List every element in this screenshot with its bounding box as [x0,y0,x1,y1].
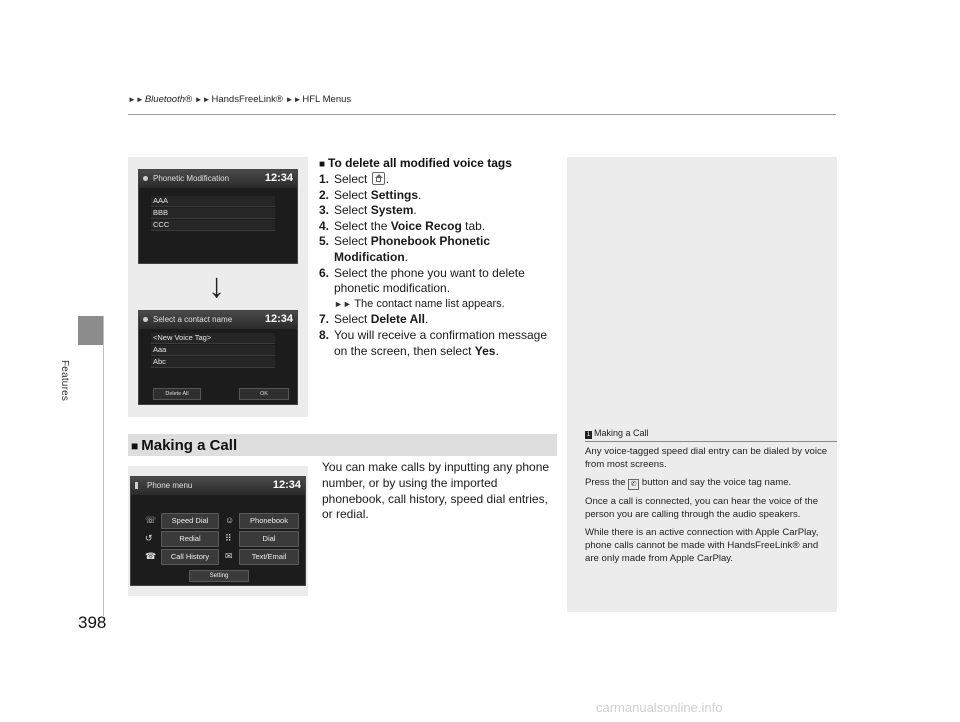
home-icon [372,172,385,185]
breadcrumb-part-2[interactable]: HandsFreeLink® [211,94,283,105]
note-paragraph: Once a call is connected, you can hear the voice of the person you are calling through the audio speakers. [585,496,819,520]
screen-clock: 12:34 [264,313,293,325]
status-dot-icon [143,176,148,181]
note-paragraph: Any voice-tagged speed dial entry can be dialed by voice from most screens. [585,446,828,470]
chapter-tab-marker [78,316,104,345]
making-call-text: You can make calls by inputting any phone number, or by using the imported phonebook, call history, speed dial entries, or redial. [322,460,550,522]
step-item: 4. Select the Voice Recog tab. [319,218,486,233]
screen-title: Phone menu [147,481,193,490]
chapter-tab-strip [103,316,104,616]
call-history-button[interactable]: Call History [161,549,219,565]
list-item[interactable]: Aaa [151,345,275,356]
arrow-down-icon: ↓ [208,267,225,305]
step-sub-note: ►► The contact name list appears. [334,297,505,310]
chapter-label: Features [59,360,70,402]
note-paragraph: Press the ✆ button and say the voice tag name. [585,477,792,489]
note-icon: 1 [586,432,591,438]
breadcrumb-arrow-icon: ►► [285,95,302,104]
breadcrumb-part-3[interactable]: HFL Menus [302,94,352,105]
note-body [585,446,830,571]
screen-clock: 12:34 [264,172,293,184]
screen-title: Select a contact name [153,315,233,324]
screen-select-contact [138,310,298,405]
list-item[interactable]: AAA [151,196,275,207]
step-item: 5. Select Phonebook Phonetic Modification. [319,234,491,264]
step-item: 7. Select Delete All. [319,312,429,327]
screen-title: Phonetic Modification [153,174,230,183]
redial-button[interactable]: Redial [161,531,219,547]
breadcrumb-part-1[interactable]: Bluetooth® [144,94,192,105]
section-title: ■ To delete all modified voice tags [319,156,512,170]
screen-phone-menu [130,476,306,586]
speed-dial-icon: ☏ [145,515,157,525]
note-divider [585,441,837,442]
steps-list [319,172,559,359]
speed-dial-button[interactable]: Speed Dial [161,513,219,529]
step-item: 8. You will receive a confirmation message on the screen, then select Yes. [319,327,547,358]
phonebook-button[interactable]: Phonebook [239,513,299,529]
figure-phone-menu [128,466,308,596]
step-item: 2. Select Settings. [319,187,422,202]
watermark: carmanualsonline.info [596,700,723,715]
dial-button[interactable]: Dial [239,531,299,547]
step-item: 6. Select the phone you want to delete phonetic modification. [319,265,525,296]
triangle-pointer-icon: ►► [334,298,355,309]
breadcrumb-arrow-icon: ►► [194,95,211,104]
call-history-icon: ☎ [145,551,157,561]
list-item[interactable]: <New Voice Tag> [151,333,275,344]
step-item: 1. Select . [319,172,390,186]
phonebook-icon: ☺ [225,515,235,525]
screen-clock: 12:34 [272,479,301,491]
setting-button[interactable]: Setting [189,570,249,582]
section-heading: ■ Making a Call [131,437,238,454]
breadcrumb-arrow-icon: ►► [128,95,144,104]
screen-phonetic-modification [138,169,298,264]
breadcrumb [128,94,351,105]
talk-button-icon: ✆ [628,479,639,490]
square-bullet-icon: ■ [131,439,139,453]
dialpad-icon: ⠿ [225,533,232,543]
list-item[interactable]: Abc [151,357,275,368]
page-number: 398 [78,613,107,632]
square-bullet-icon: ■ [319,159,326,170]
mail-icon: ✉ [225,551,233,561]
delete-all-button[interactable]: Delete All [153,388,201,400]
list-item[interactable]: BBB [151,208,275,219]
step-item: 3. Select System. [319,203,417,218]
note-heading: 1 Making a Call [586,428,649,438]
status-dot-icon [143,317,148,322]
header-divider [128,114,836,115]
ok-button[interactable]: OK [239,388,289,400]
text-email-button[interactable]: Text/Email [239,549,299,565]
list-item[interactable]: CCC [151,220,275,231]
note-paragraph: While there is an active connection with Apple CarPlay, phone calls cannot be made with HandsFreeLink® and are only made from Apple CarPlay. [585,527,819,564]
figure-delete-voice-tags [128,157,308,417]
redial-icon: ↺ [145,533,153,543]
phone-status-icon [135,482,138,489]
